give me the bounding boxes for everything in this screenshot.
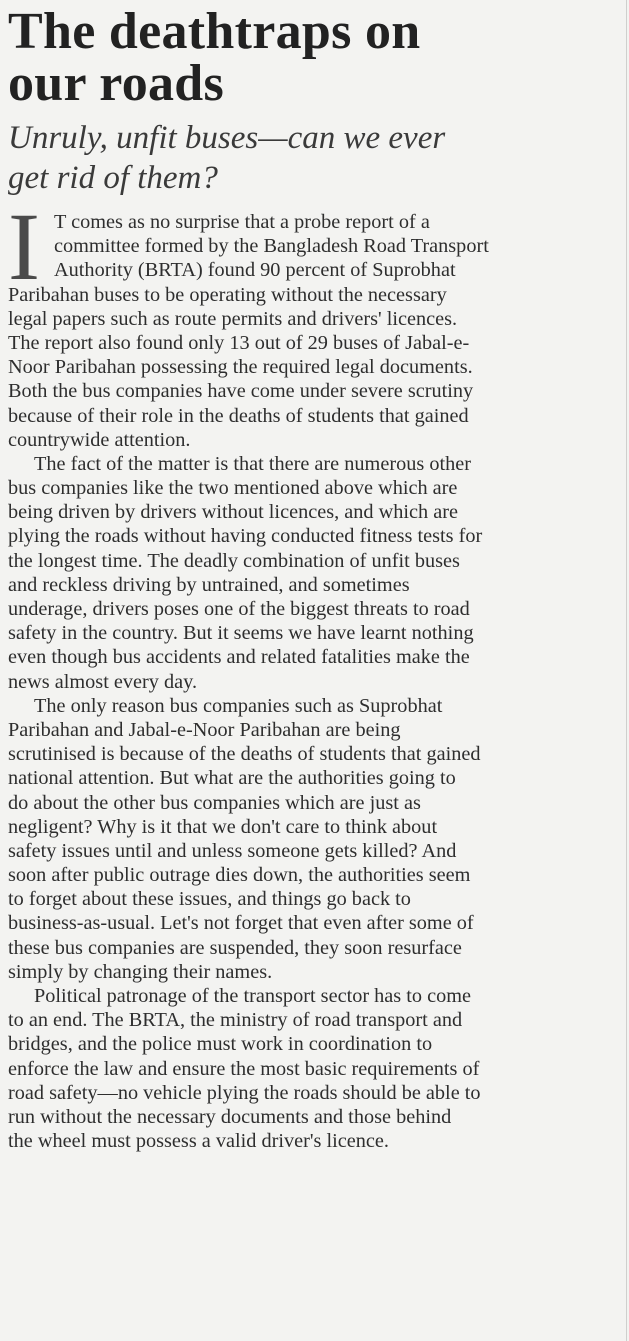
text-line: road safety—no vehicle plying the roads should be able to xyxy=(8,1081,481,1104)
headline-line: our roads xyxy=(8,55,225,112)
text-line: even though bus accidents and related fatalities make the xyxy=(8,646,470,669)
text-line: Paribahan and Jabal-e-Noor Paribahan are being xyxy=(8,718,401,741)
headline xyxy=(8,3,619,112)
text-line: negligent? Why is it that we don't care to think about xyxy=(8,815,438,838)
text-line: bus companies like the two mentioned above which are xyxy=(8,477,458,500)
text-line: do about the other bus companies which are just as xyxy=(8,791,421,814)
text-line: legal papers such as route permits and drivers' licences. xyxy=(8,307,458,330)
text-line: and reckless driving by untrained, and sometimes xyxy=(8,573,410,596)
text-line: The only reason bus companies such as Suprobhat xyxy=(34,694,443,717)
text-line: The fact of the matter is that there are numerous other xyxy=(34,452,471,475)
text-line: enforce the law and ensure the most basic requirements of xyxy=(8,1057,480,1080)
text-line: business-as-usual. Let's not forget that even after some of xyxy=(8,912,474,935)
paragraph-1 xyxy=(8,193,619,452)
column-rule xyxy=(626,0,627,1341)
text-line: news almost every day. xyxy=(8,670,198,693)
standfirst xyxy=(8,118,619,198)
text-line: to an end. The BRTA, the ministry of road transport and xyxy=(8,1009,463,1032)
text-line: T comes as no surprise that a probe report of a xyxy=(54,211,430,233)
text-line: The report also found only 13 out of 29 buses of Jabal-e- xyxy=(8,331,470,354)
text-line: to forget about these issues, and things go back to xyxy=(8,888,411,911)
text-line: national attention. But what are the authorities going to xyxy=(8,767,456,790)
text-line: scrutinised is because of the deaths of students that gained xyxy=(8,743,481,766)
text-line: the longest time. The deadly combination of unfit buses xyxy=(8,549,460,572)
text-line: the wheel must possess a valid driver's licence. xyxy=(8,1130,390,1153)
text-line: committee formed by the Bangladesh Road Transport xyxy=(54,235,489,258)
drop-cap: I xyxy=(8,193,40,300)
text-line: safety issues until and unless someone gets killed? And xyxy=(8,839,457,862)
text-line: Authority (BRTA) found 90 percent of Suprobhat xyxy=(54,259,456,282)
standfirst-line: Unruly, unfit buses—can we ever xyxy=(8,120,446,156)
headline-line: The deathtraps on xyxy=(8,3,421,60)
text-line: countrywide attention. xyxy=(8,428,191,451)
standfirst-line: get rid of them? xyxy=(8,160,218,196)
text-line: soon after public outrage dies down, the authorities seem xyxy=(8,864,471,887)
text-line: simply by changing their names. xyxy=(8,960,273,983)
paragraph-2 xyxy=(8,452,619,694)
text-line: safety in the country. But it seems we have learnt nothing xyxy=(8,622,474,645)
text-line: Noor Paribahan possessing the required legal documents. xyxy=(8,356,473,379)
text-line: underage, drivers poses one of the biggest threats to road xyxy=(8,598,470,620)
text-line: run without the necessary documents and those behind xyxy=(8,1105,452,1128)
text-line: Paribahan buses to be operating without the necessary xyxy=(8,283,447,306)
article-body xyxy=(8,193,619,1153)
text-line: Political patronage of the transport sector has to come xyxy=(34,985,472,1007)
text-line: bridges, and the police must work in coordination to xyxy=(8,1033,433,1056)
paragraph-4 xyxy=(8,984,619,1153)
text-line: Both the bus companies have come under severe scrutiny xyxy=(8,380,474,403)
text-line: being driven by drivers without licences, and which are xyxy=(8,501,458,524)
paragraph-3 xyxy=(8,694,619,984)
text-line: because of their role in the deaths of students that gained xyxy=(8,404,469,427)
text-line: plying the roads without having conducted fitness tests for xyxy=(8,525,483,548)
text-line: these bus companies are suspended, they soon resurface xyxy=(8,936,462,959)
